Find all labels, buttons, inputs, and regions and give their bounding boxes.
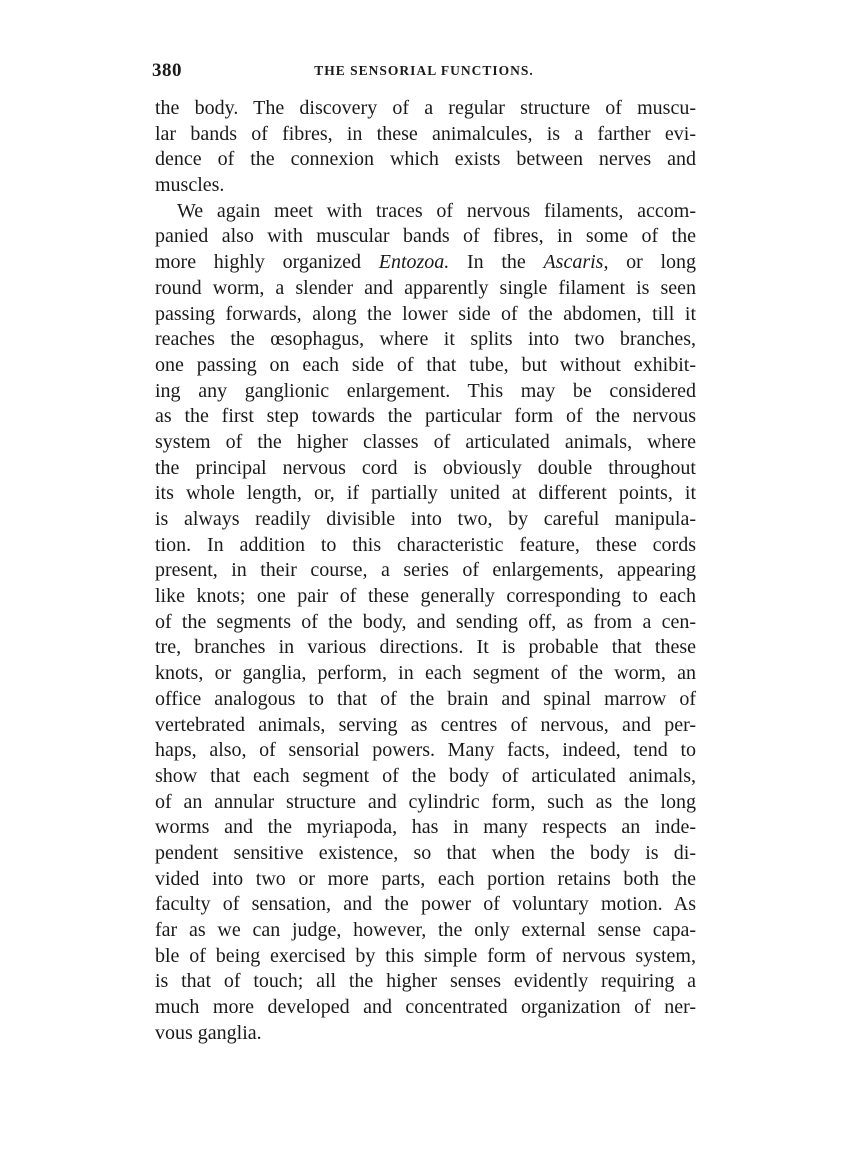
text-line: is always readily divisible into two, by careful manipula- [155, 508, 696, 530]
text-line: ble of being exercised by this simple form of nervous system, [155, 944, 696, 967]
text-line: vous ganglia. [155, 1021, 262, 1044]
text-line: lar bands of fibres, in these animalcules, is a farther evi- [155, 122, 696, 145]
text-line: panied also with muscular bands of fibres, in some of the [155, 225, 696, 248]
text-line: of an annular structure and cylindric form, such as the long [155, 790, 696, 813]
page-number: 380 [152, 60, 182, 81]
text-line: one passing on each side of that tube, but without exhibit- [155, 353, 696, 376]
text-line: dence of the connexion which exists between nerves and [155, 148, 696, 171]
text-line: vided into two or more parts, each portion retains both the [155, 867, 696, 890]
text-line: system of the higher classes of articulated animals, where [155, 430, 696, 453]
text-line: is that of touch; all the higher senses evidently requiring a [155, 970, 696, 993]
text-line: vertebrated animals, serving as centres of nervous, and per- [155, 713, 696, 736]
running-title: THE SENSORIAL FUNCTIONS. [314, 63, 534, 78]
text-line: haps, also, of sensorial powers. Many facts, indeed, tend to [155, 739, 696, 762]
text-line: reaches the œsophagus, where it splits into two branches, [155, 328, 696, 351]
text-line: pendent sensitive existence, so that when the body is di- [155, 841, 696, 864]
text-line: the principal nervous cord is obviously double throughout [155, 456, 696, 479]
italic-term: Entozoa. [378, 251, 450, 274]
running-head [152, 60, 696, 86]
text-line: much more developed and concentrated organization of ner- [155, 996, 696, 1019]
text-line: tion. In addition to this characteristic feature, these cords [155, 533, 696, 556]
text-line: passing forwards, along the lower side of the abdomen, till it [155, 302, 696, 325]
text-line: office analogous to that of the brain and spinal marrow of [155, 687, 696, 710]
text-line: faculty of sensation, and the power of voluntary motion. As [155, 893, 696, 916]
text-line: its whole length, or, if partially united at different points, it [155, 482, 696, 505]
text-line: as the first step towards the particular form of the nervous [155, 405, 696, 428]
italic-term: Ascaris, [543, 251, 609, 274]
text-line: the body. The discovery of a regular structure of muscu- [155, 97, 696, 119]
text-line: of the segments of the body, and sending off, as from a cen- [155, 610, 696, 633]
text-line: like knots; one pair of these generally corresponding to each [155, 585, 696, 608]
text-line: knots, or ganglia, perform, in each segment of the worm, an [155, 662, 696, 685]
text-line: worms and the myriapoda, has in many respects an inde- [155, 816, 696, 839]
body-text [155, 96, 696, 1046]
text-line: We again meet with traces of nervous filaments, accom- [177, 199, 696, 222]
text-line: muscles. [155, 174, 225, 197]
text-line: ing any ganglionic enlargement. This may be considered [155, 379, 696, 402]
text-line: present, in their course, a series of enlargements, appearing [155, 559, 696, 582]
text-line: more highly organized Entozoa. In the Ascaris, or long [155, 251, 697, 274]
text-line: tre, branches in various directions. It is probable that these [155, 636, 696, 659]
text-line: far as we can judge, however, the only external sense capa- [155, 919, 696, 941]
text-line: round worm, a slender and apparently single filament is seen [155, 276, 696, 299]
text-line: show that each segment of the body of articulated animals, [155, 764, 696, 787]
